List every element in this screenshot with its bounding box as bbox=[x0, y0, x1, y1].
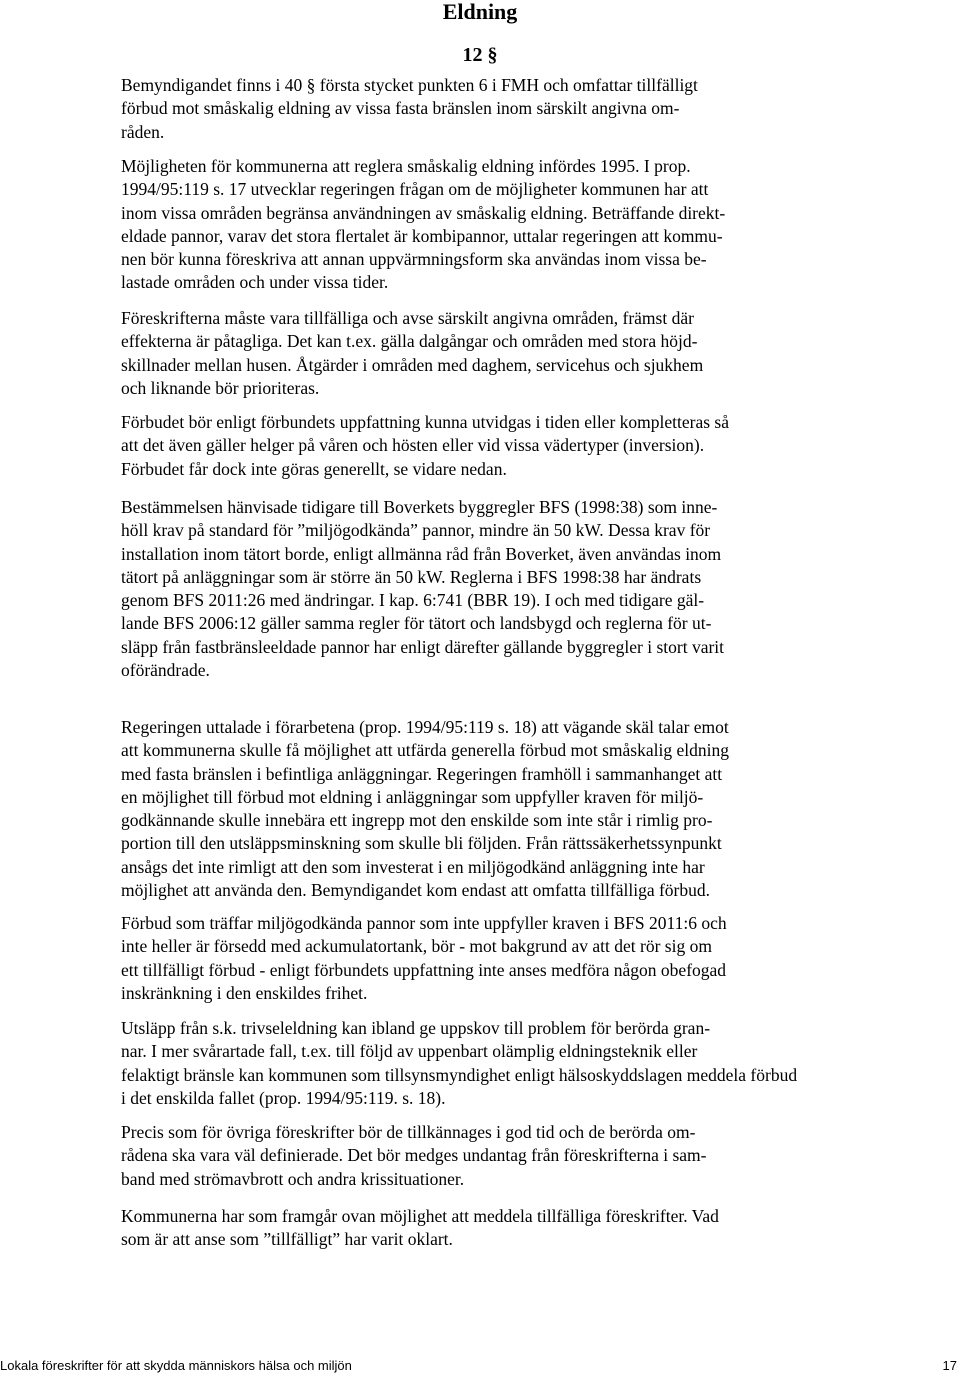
paragraph-3 bbox=[121, 307, 703, 400]
paragraph-5 bbox=[121, 496, 724, 682]
line: som är att anse som ”tillfälligt” har varit oklart. bbox=[121, 1229, 453, 1250]
line: Bestämmelsen hänvisade tidigare till Boverkets byggregler BFS (1998:38) som inne- bbox=[121, 497, 718, 517]
line: släpp från fastbränsleeldade pannor har enligt därefter gällande byggregler i stort varit bbox=[121, 636, 725, 657]
footer-title: Lokala föreskrifter för att skydda människors hälsa och miljön bbox=[0, 1358, 352, 1373]
line: effekterna är påtagliga. Det kan t.ex. gälla dalgångar och områden med stora höjd- bbox=[121, 331, 698, 352]
line: i det enskilda fallet (prop. 1994/95:119. s. 18). bbox=[121, 1087, 446, 1108]
line: tätort på anläggningar som är större än 50 kW. Reglerna i BFS 1998:38 har ändrats bbox=[121, 566, 702, 587]
page-title: Eldning bbox=[442, 0, 518, 24]
line: eldade pannor, varav det stora flertalet är kombipannor, uttalar regeringen att kommu- bbox=[121, 225, 723, 246]
line: möjlighet att använda den. Bemyndigandet kom endast att omfatta tillfälliga förbud. bbox=[121, 880, 711, 901]
line: Regeringen uttalade i förarbetena (prop. 1994/95:119 s. 18) att vägande skäl talar emot bbox=[121, 717, 729, 737]
line: felaktigt bränsle kan kommunen som tillsynsmyndighet enligt hälsoskyddslagen meddela förbud bbox=[121, 1064, 798, 1085]
line: genom BFS 2011:26 med ändringar. I kap. 6:741 (BBR 19). I och med tidigare gäl- bbox=[121, 590, 705, 611]
line: oförändrade. bbox=[121, 660, 210, 681]
paragraph-1 bbox=[121, 74, 698, 144]
line: med fasta bränslen i befintliga anläggningar. Regeringen framhöll i sammanhanget att bbox=[121, 763, 723, 784]
line: ansågs det inte rimligt att den som investerat i en miljögodkänd anläggning inte har bbox=[121, 856, 705, 877]
line: nar. I mer svårartade fall, t.ex. till följd av uppenbart olämplig eldningsteknik eller bbox=[121, 1041, 698, 1062]
line: godkännande skulle innebära ett ingrepp mot den enskilde som inte står i rimlig pro- bbox=[121, 810, 713, 831]
page-number: 17 bbox=[942, 1358, 957, 1373]
line: förbud mot småskalig eldning av vissa fasta bränslen inom särskilt angivna om- bbox=[121, 98, 680, 119]
line: Möjligheten för kommunerna att reglera småskalig eldning infördes 1995. I prop. bbox=[121, 156, 691, 176]
line: portion till den utsläppsminskning som skulle bli följden. Från rättssäkerhetssynpunkt bbox=[121, 833, 722, 854]
paragraph-8 bbox=[121, 1017, 797, 1110]
line: ett tillfälligt förbud - enligt förbundets uppfattning inte anses medföra någon obefogad bbox=[121, 959, 727, 980]
line: Förbud som träffar miljögodkända pannor som inte uppfyller kraven i BFS 2011:6 och bbox=[121, 913, 727, 933]
line: lande BFS 2006:12 gäller samma regler för tätort och landsbygd och reglerna för ut- bbox=[121, 613, 712, 634]
line: Föreskrifterna måste vara tillfälliga och avse särskilt angivna områden, främst där bbox=[121, 308, 694, 328]
line: inom vissa områden begränsa användningen av småskalig eldning. Beträffande direkt- bbox=[121, 202, 726, 223]
line: Utsläpp från s.k. trivseleldning kan ibland ge uppskov till problem för berörda gran- bbox=[121, 1018, 711, 1038]
line: Kommunerna har som framgår ovan möjlighet att meddela tillfälliga föreskrifter. Vad bbox=[121, 1206, 719, 1226]
paragraph-9 bbox=[121, 1121, 707, 1191]
line: rådena ska vara väl definierade. Det bör medges undantag från föreskrifterna i sam- bbox=[121, 1145, 707, 1166]
line: att det även gäller helger på våren och hösten eller vid vissa vädertyper (inversion). bbox=[121, 435, 705, 456]
line: nen bör kunna föreskriva att annan uppvärmningsform ska användas inom vissa be- bbox=[121, 249, 707, 270]
line: råden. bbox=[121, 121, 165, 142]
line: lastade områden och under vissa tider. bbox=[121, 272, 389, 293]
line: inte heller är försedd med ackumulatortank, bör - mot bakgrund av att det rör sig om bbox=[121, 936, 712, 957]
line: inskränkning i den enskildes frihet. bbox=[121, 982, 368, 1003]
paragraph-2 bbox=[121, 155, 725, 295]
paragraph-7 bbox=[121, 912, 727, 1005]
line: Förbudet bör enligt förbundets uppfattning kunna utvidgas i tiden eller kompletteras så bbox=[121, 412, 729, 432]
line: att kommunerna skulle få möjlighet att utfärda generella förbud mot småskalig eldning bbox=[121, 740, 729, 761]
line: och liknande bör prioriteras. bbox=[121, 377, 320, 398]
paragraph-4 bbox=[121, 411, 729, 481]
line: skillnader mellan husen. Åtgärder i områden med daghem, servicehus och sjukhem bbox=[121, 354, 704, 375]
line: band med strömavbrott och andra krissituationer. bbox=[121, 1168, 465, 1189]
section-number: 12 § bbox=[462, 44, 498, 66]
line: höll krav på standard för ”miljögodkända” pannor, mindre än 50 kW. Dessa krav för bbox=[121, 520, 711, 541]
line: installation inom tätort borde, enligt allmänna råd från Boverket, även användas inom bbox=[121, 543, 722, 564]
line: Precis som för övriga föreskrifter bör de tillkännages i god tid och de berörda om- bbox=[121, 1122, 696, 1142]
paragraph-10 bbox=[121, 1205, 719, 1252]
line: Förbudet får dock inte göras generellt, se vidare nedan. bbox=[121, 458, 507, 479]
line: en möjlighet till förbud mot eldning i anläggningar som uppfyller kraven för miljö- bbox=[121, 786, 704, 807]
line: Bemyndigandet finns i 40 § första stycket punkten 6 i FMH och omfattar tillfälligt bbox=[121, 75, 698, 95]
line: 1994/95:119 s. 17 utvecklar regeringen frågan om de möjligheter kommunen har att bbox=[121, 179, 709, 200]
paragraph-6 bbox=[121, 716, 729, 902]
